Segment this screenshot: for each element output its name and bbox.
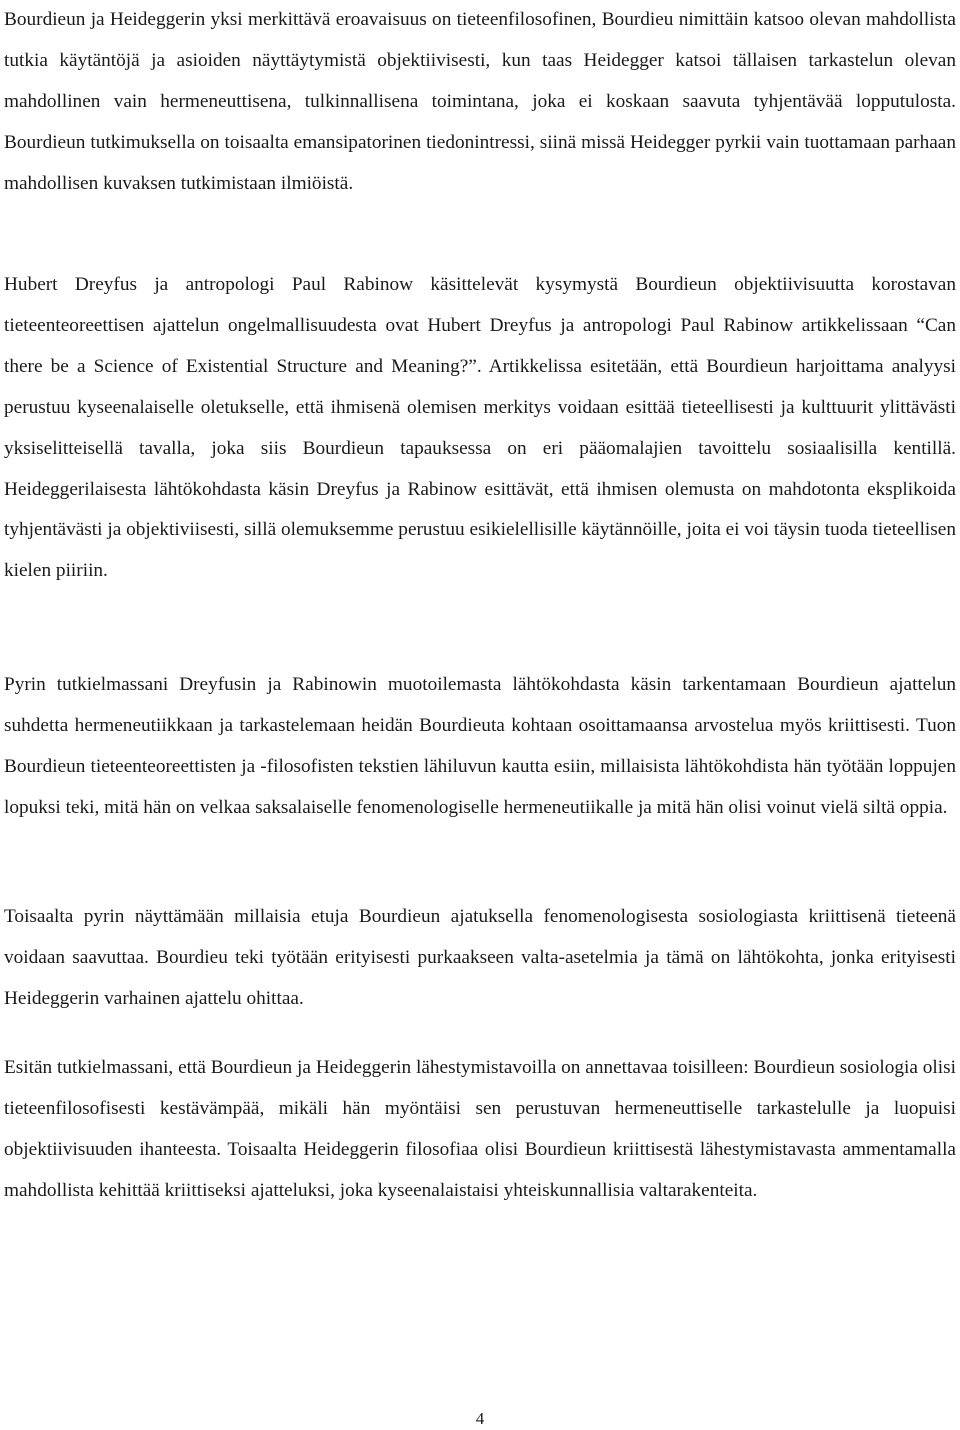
paragraph-5: Esitän tutkielmassani, että Bourdieun ja Heideggerin lähestymistavoilla on annettavaa toisilleen: Bourdieun sosiologia olisi tieteenfilosofisesti kestävämpää, mikäli hän myöntäisi sen perustuvan hermeneuttiselle tarkastelulle ja luopuisi objektiivisuuden ihanteesta. Toisaalta Heideggerin filosofiaa olisi Bourdieun kriittisestä lähestymistavasta ammentamalla mahdollista kehittää kriittiseksi ajatteluksi, joka kyseenalaistaisi yhteiskunnallisia valtarakenteita. [4, 1057, 956, 1201]
document-page [4, 0, 960, 1430]
paragraph-2: Hubert Dreyfus ja antropologi Paul Rabinow käsittelevät kysymystä Bourdieun objektiivisuutta korostavan tieteenteoreettisen ajattelun ongelmallisuudesta ovat Hubert Dreyfus ja antropologi Paul Rabinow artikkelissaan “Can there be a Science of Existential Structure and Meaning?”. Artikkelissa esitetään, että Bourdieun harjoittama analyysi perustuu kyseenalaiselle oletukselle, että ihmisenä olemisen merkitys voidaan esittää tieteellisesti ja kulttuurit ylittävästi yksiselitteisellä tavalla, joka siis Bourdieun tapauksessa on eri pääomalajien tavoittelu sosiaalisilla kentillä. Heideggerilaisesta lähtökohdasta käsin Dreyfus ja Rabinow esittävät, että ihmisen olemusta on mahdotonta eksplikoida tyhjentävästi ja objektiviisesti, sillä olemuksemme perustuu esikielellisille käytännöille, joita ei voi täysin tuoda tieteellisen kielen piiriin. [4, 274, 956, 582]
page-number: 4 [475, 1409, 485, 1428]
paragraph-3: Pyrin tutkielmassani Dreyfusin ja Rabinowin muotoilemasta lähtökohdasta käsin tarkentamaan Bourdieun ajattelun suhdetta hermeneutiikkaan ja tarkastelemaan heidän Bourdieuta kohtaan osoittamaansa arvostelua myös kriittisesti. Tuon Bourdieun tieteenteoreettisten ja -filosofisten tekstien lähiluvun kautta esiin, millaisista lähtökohdista hän työtään loppujen lopuksi teki, mitä hän on velkaa saksalaiselle fenomenologiselle hermeneutiikalle ja mitä hän olisi voinut vielä siltä oppia. [4, 674, 956, 818]
paragraph-4: Toisaalta pyrin näyttämään millaisia etuja Bourdieun ajatuksella fenomenologisesta sosiologiasta kriittisenä tieteenä voidaan saavuttaa. Bourdieu teki työtään erityisesti purkaakseen valta-asetelmia ja tämä on lähtökohta, jonka erityisesti Heideggerin varhainen ajattelu ohittaa. [4, 906, 956, 1009]
paragraph-1: Bourdieun ja Heideggerin yksi merkittävä eroavaisuus on tieteenfilosofinen, Bourdieu nimittäin katsoo olevan mahdollista tutkia käytäntöjä ja asioiden näyttäytymistä objektiivisesti, kun taas Heidegger katsoi tällaisen tarkastelun olevan mahdollinen vain hermeneuttisena, tulkinnallisena toimintana, joka ei koskaan saavuta tyhjentävää lopputulosta. Bourdieun tutkimuksella on toisaalta emansipatorinen tiedonintressi, siinä missä Heidegger pyrkii vain tuottamaan parhaan mahdollisen kuvaksen tutkimistaan ilmiöistä. [4, 9, 956, 194]
